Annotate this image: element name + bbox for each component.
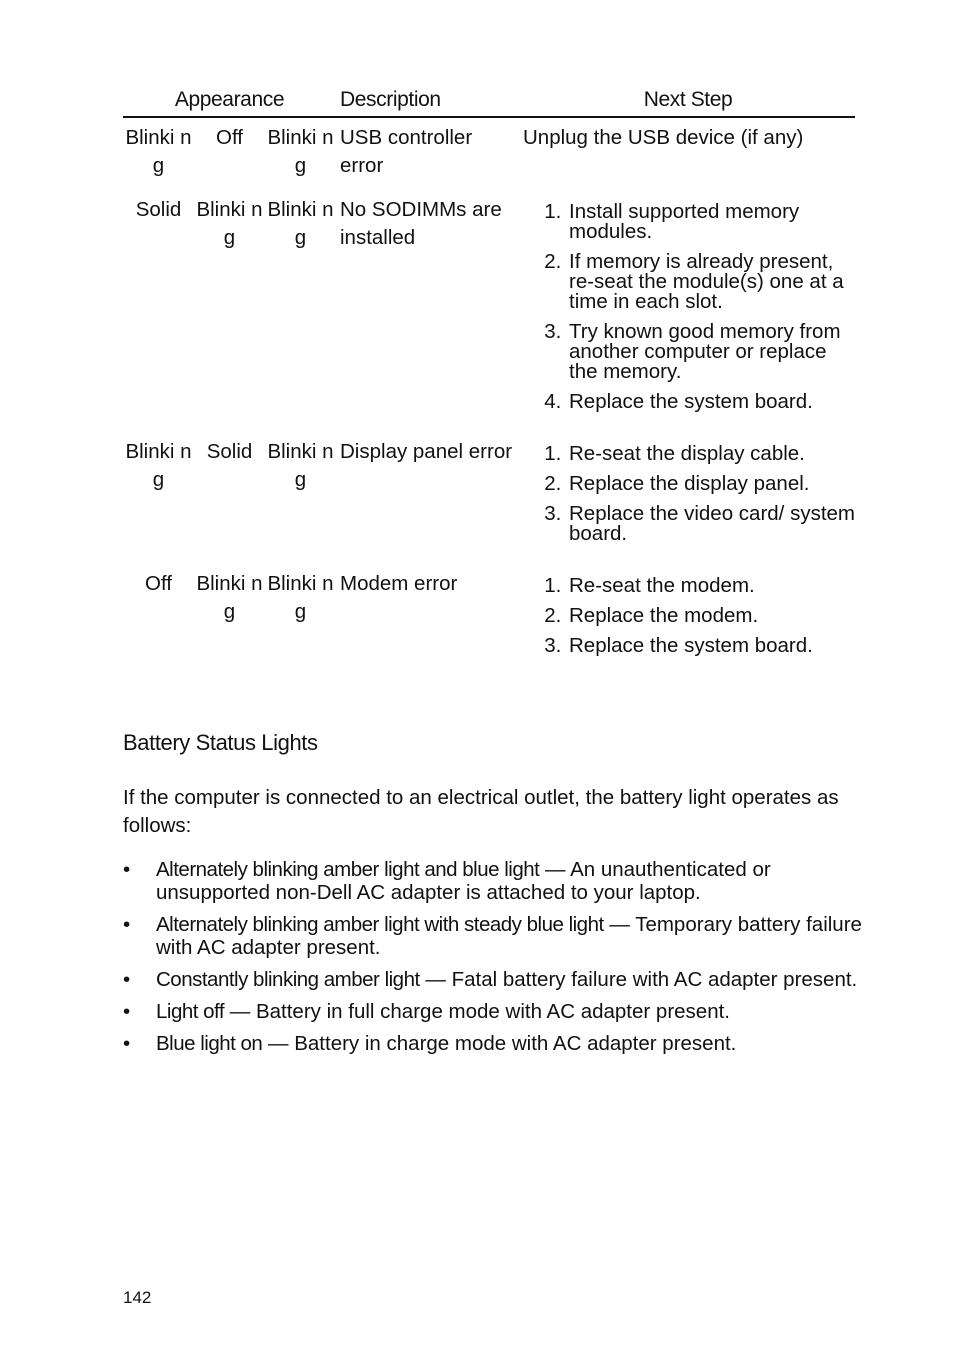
light-status-3: Blinki ng <box>267 440 334 491</box>
next-step-item: 2. Replace the modem. <box>567 606 855 626</box>
row-description: Display panel error <box>340 440 513 463</box>
table-row <box>123 432 855 564</box>
list-item <box>123 1032 863 1055</box>
bullet-term: Light off <box>156 1000 225 1023</box>
row-next-step <box>521 190 855 432</box>
light-status-1: Blinki ng <box>125 126 192 177</box>
bullet-icon: • <box>123 968 131 991</box>
diagnostic-light-table <box>123 84 855 676</box>
next-step-item: 3. Try known good memory from another computer or replace the memory. <box>567 322 855 382</box>
next-step-text: Unplug the USB device (if any) <box>523 126 804 149</box>
bullet-term: Alternately blinking amber light with steady blue light <box>156 913 604 936</box>
light-status-2: Blinki ng <box>196 572 263 623</box>
light-status-1: Solid <box>135 198 182 221</box>
next-step-item: 1. Re-seat the modem. <box>567 576 855 596</box>
row-next-step <box>521 432 855 564</box>
section-heading: Battery Status Lights <box>123 730 318 755</box>
page-number: 142 <box>123 1288 152 1307</box>
list-item <box>123 1000 863 1023</box>
row-next-step <box>521 117 855 190</box>
bullet-text: — Battery in full charge mode with AC adapter present. <box>224 1000 731 1023</box>
table-header-row <box>123 84 855 117</box>
bullet-icon: • <box>123 1032 131 1055</box>
bullet-text: — Battery in charge mode with AC adapter present. <box>262 1032 737 1055</box>
light-status-1: Blinki ng <box>125 440 192 491</box>
next-step-list <box>521 576 855 656</box>
next-step-item: 2. Replace the display panel. <box>567 474 855 494</box>
light-status-2: Solid <box>206 440 253 463</box>
row-description: No SODIMMs are installed <box>340 198 502 249</box>
header-next-step: Next Step <box>521 84 855 117</box>
next-step-item: 3. Replace the system board. <box>567 636 855 656</box>
bullet-text: — An unauthenticated or unsupported non-Dell AC adapter is attached to your laptop. <box>156 858 771 904</box>
battery-light-list <box>123 858 863 1064</box>
bullet-term: Alternately blinking amber light and blue light <box>156 858 540 881</box>
bullet-icon: • <box>123 858 131 881</box>
header-appearance: Appearance <box>123 84 336 117</box>
list-item <box>123 913 863 959</box>
table-row <box>123 564 855 676</box>
bullet-text: — Fatal battery failure with AC adapter present. <box>419 968 858 991</box>
list-item <box>123 968 863 991</box>
next-step-item: 3. Replace the video card/ system board. <box>567 504 855 544</box>
next-step-list <box>521 202 855 412</box>
next-step-item: 1. Install supported memory modules. <box>567 202 855 242</box>
next-step-item: 4. Replace the system board. <box>567 392 855 412</box>
row-description: USB controller error <box>340 126 473 177</box>
light-status-2: Off <box>216 126 243 149</box>
row-description: Modem error <box>340 572 458 595</box>
bullet-term: Constantly blinking amber light <box>156 968 420 991</box>
header-description: Description <box>336 84 521 117</box>
bullet-icon: • <box>123 1000 131 1023</box>
next-step-item: 2. If memory is already present, re-seat the module(s) one at a time in each slot. <box>567 252 855 312</box>
row-next-step <box>521 564 855 676</box>
table-row <box>123 117 855 190</box>
next-step-item: 1. Re-seat the display cable. <box>567 444 855 464</box>
light-status-3: Blinki ng <box>267 572 334 623</box>
light-status-1: Off <box>145 572 172 595</box>
light-status-2: Blinki ng <box>196 198 263 249</box>
list-item <box>123 858 863 904</box>
light-status-3: Blinki ng <box>267 126 334 177</box>
bullet-icon: • <box>123 913 131 936</box>
section-intro: If the computer is connected to an electrical outlet, the battery light operates as follows: <box>123 786 839 837</box>
next-step-list <box>521 444 855 544</box>
bullet-text: — Temporary battery failure with AC adapter present. <box>156 913 862 959</box>
bullet-term: Blue light on <box>156 1032 263 1055</box>
table-row <box>123 190 855 432</box>
light-status-3: Blinki ng <box>267 198 334 249</box>
